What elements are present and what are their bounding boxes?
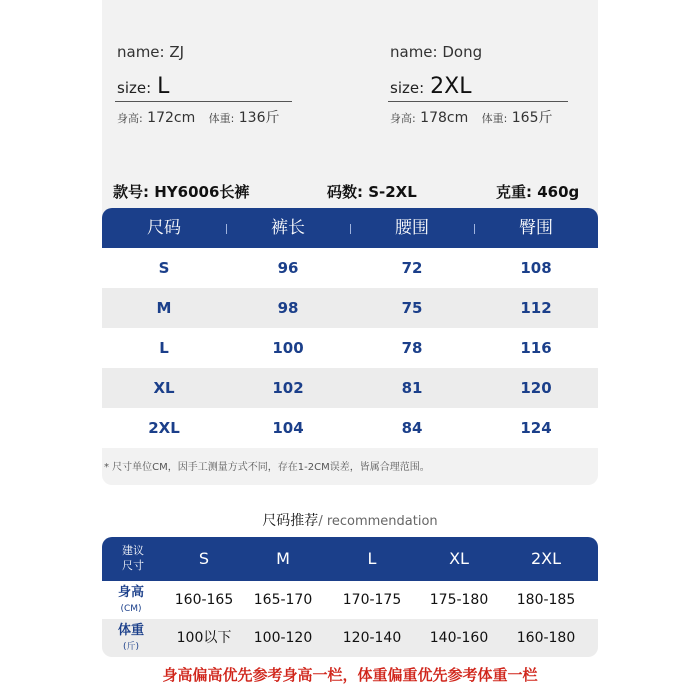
table-cell: 78 [401,339,423,357]
recommendation-cell: 100-120 [253,630,313,646]
table-cell: 96 [277,259,299,277]
table-row [102,368,598,408]
table-cell: 98 [277,299,299,317]
recommendation-cell: 160-180 [516,630,576,646]
size-header: L [367,549,377,568]
table-cell: XL [153,379,175,397]
table-cell: 84 [401,419,423,437]
model-size-label: size: [390,79,425,97]
size-table-header [102,208,598,248]
table-cell: 75 [401,299,423,317]
table-row [102,408,598,448]
table-cell: 102 [272,379,304,397]
recommendation-title [0,510,700,530]
model-size [117,74,169,99]
recommendation-cell: 170-175 [342,592,402,608]
weight-label: 体重: [481,112,508,125]
corner-label-line1: 建议 [122,544,144,557]
table-cell: 100 [272,339,304,357]
weight-label: 体重: [208,112,235,125]
table-cell: 81 [401,379,423,397]
table-cell: S [158,259,170,277]
model-divider [388,101,568,102]
model-stats [390,107,553,127]
row-label-text: 体重 [117,623,144,638]
recommendation-header [102,537,598,581]
recommendation-row-height [102,581,598,619]
row-label-unit: (CM) [120,604,142,614]
recommendation-title-en: / recommendation [318,514,438,529]
model-divider [115,101,292,102]
model-name: name: Dong [390,43,483,61]
table-cell: 108 [520,259,552,277]
corner-label [102,543,164,573]
recommendation-cell: 120-140 [342,630,402,646]
height-value: 172cm [147,110,196,126]
model-name: name: ZJ [117,43,185,61]
recommendation-cell: 160-165 [174,592,234,608]
height-label: 身高: [117,112,143,125]
recommendation-row-weight [102,619,598,657]
row-label-unit: (斤) [122,642,140,652]
size-range: 码数: S-2XL [327,183,417,201]
column-header: 尺码 [147,218,181,238]
recommendation-cell: 180-185 [516,592,576,608]
recommendation-title-cn: 尺码推荐 [262,513,319,529]
column-header: 腰围 [395,218,429,238]
table-cell: 2XL [148,419,180,437]
measurement-note: * 尺寸单位CM，因手工测量方式不同，存在1-2CM误差，皆属合理范围。 [104,462,430,473]
recommendation-cell: 165-170 [253,592,313,608]
table-cell: L [159,339,169,357]
table-row [102,328,598,368]
fit-advice: 身高偏高优先参考身高一栏，体重偏重优先参考体重一栏 [162,666,538,684]
table-cell: 104 [272,419,304,437]
column-header: 裤长 [271,218,305,238]
corner-label-line2: 尺寸 [122,559,144,572]
table-cell: 112 [520,299,552,317]
height-value: 178cm [420,110,469,126]
recommendation-cell: 140-160 [429,630,489,646]
weight-value: 165斤 [511,110,553,126]
size-header: M [276,549,290,568]
model-stats [117,107,280,127]
size-header: XL [449,549,469,568]
size-header: 2XL [530,549,562,568]
style-number: 款号: HY6006长裤 [113,183,250,201]
column-header: 臀围 [519,218,553,238]
recommendation-cell: 175-180 [429,592,489,608]
table-cell: 116 [520,339,552,357]
model-size-value: L [157,74,170,99]
table-cell: 72 [401,259,423,277]
table-cell: 120 [520,379,552,397]
model-size-value: 2XL [430,74,472,99]
model-size-label: size: [117,79,152,97]
height-label: 身高: [390,112,416,125]
fabric-weight: 克重: 460g [496,183,580,201]
size-header: S [198,549,210,568]
table-cell: M [156,299,172,317]
weight-value: 136斤 [238,110,280,126]
row-label [102,585,160,617]
row-label [102,623,160,655]
table-row [102,288,598,328]
table-cell: 124 [520,419,552,437]
model-size [390,74,471,99]
row-label-text: 身高 [117,585,144,600]
recommendation-cell: 100以下 [176,630,232,646]
table-row [102,248,598,288]
